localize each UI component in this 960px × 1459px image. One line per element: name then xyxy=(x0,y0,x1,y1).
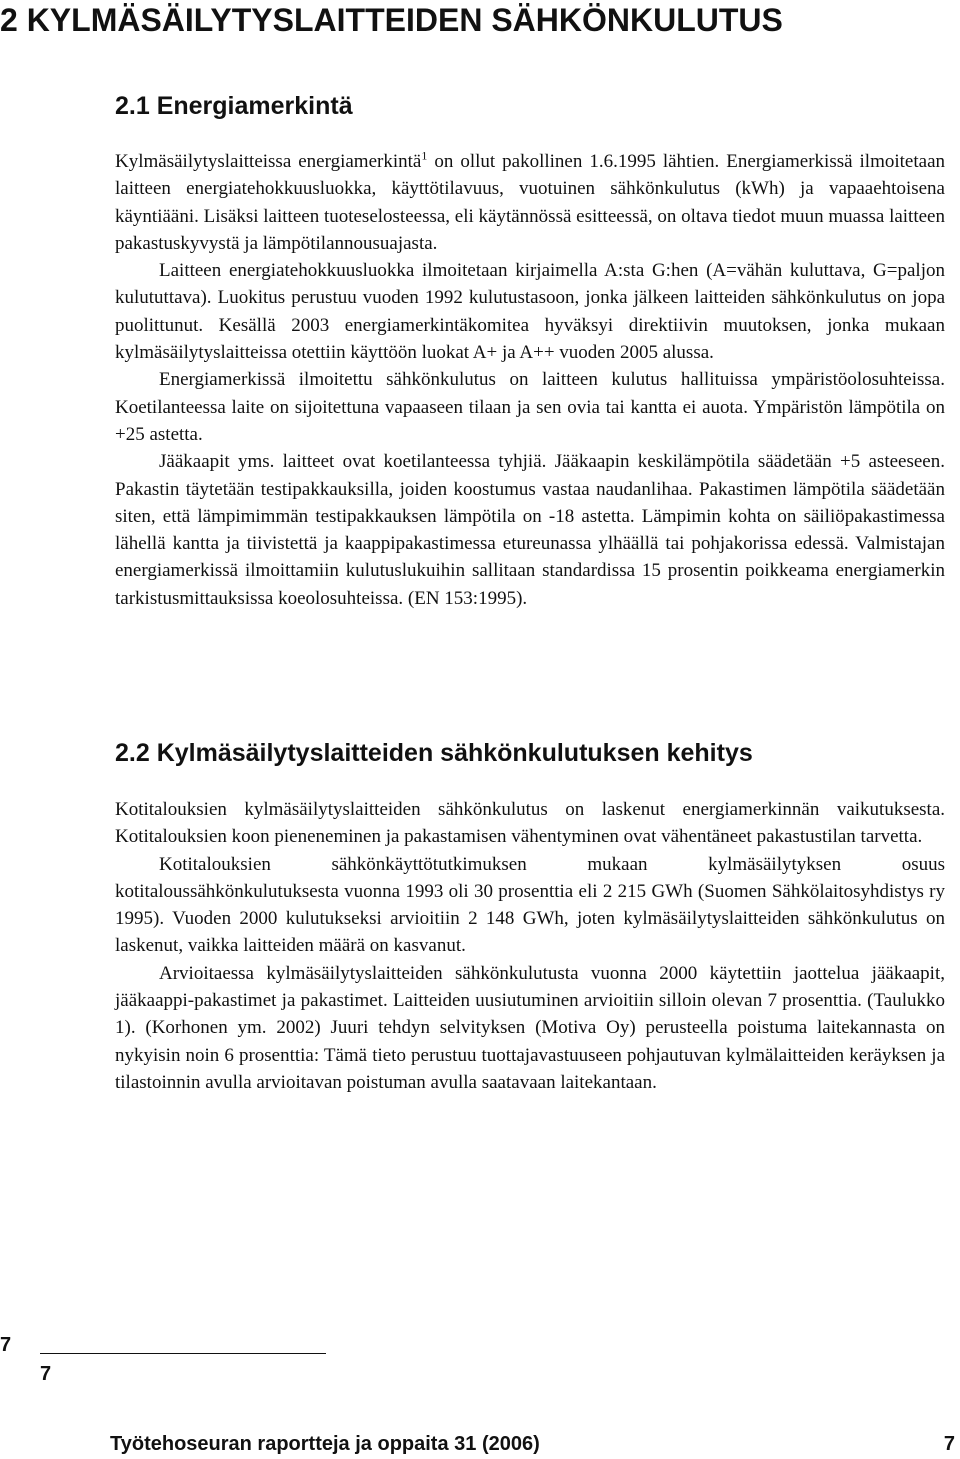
footnote-reference: 1 xyxy=(421,148,428,163)
section-heading-kehitys: 2.2 Kylmäsäilytyslaitteiden sähkönkulutuksen kehitys xyxy=(115,739,753,767)
section-heading-energiamerkinta: 2.1 Energiamerkintä xyxy=(115,92,353,120)
paragraph: Kotitalouksien kylmäsäilytyslaitteiden sähkönkulutus on laskenut energiamerkinnän vaikutuksesta. Kotitalouksien koon pieneneminen ja pakastamisen vähentyminen ovat vähentäneet pakastustilan tarvetta. xyxy=(115,799,945,848)
chapter-heading: 2 KYLMÄSÄILYTYSLAITTEIDEN SÄHKÖNKULUTUS xyxy=(0,2,783,38)
paragraph-text: on ollut pakollinen 1.6.1995 lähtien. Energiamerkissä ilmoitetaan laitteen energiatehokkuusluokka, käyttötilavuus, vuotuinen sähkönkulutus (kWh) ja vapaaehtoisena käyntiääni. Lisäksi laitteen tuoteselosteessa, eli käytännössä esitteessä, on oltava tiedot muun muassa laitteen pakastuskyvystä ja lämpötilannousuajasta. xyxy=(115,151,945,254)
page-number: 7 xyxy=(943,1433,955,1455)
page-footer xyxy=(110,1432,955,1456)
publication-title: Työtehoseuran raportteja ja oppaita 31 (2006) xyxy=(110,1433,540,1455)
footnote-number: 7 xyxy=(40,1363,52,1385)
footnote-separator xyxy=(40,1353,326,1354)
section-body-kehitys xyxy=(115,796,945,1096)
paragraph xyxy=(115,148,945,257)
section-body-energiamerkinta xyxy=(115,148,945,612)
paragraph: Energiamerkissä ilmoitettu sähkönkulutus on laitteen kulutus hallituissa ympäristöolosuhteissa. Koetilanteessa laite on sijoitettuna vapaaseen tilaan ja sen ovia tai kantta ei auota. Ympäristön lämpötila on +25 astetta. xyxy=(115,369,945,445)
footnote-marker: 7 xyxy=(0,1334,12,1356)
paragraph-text: Kylmäsäilytyslaitteissa energiamerkintä xyxy=(115,151,422,172)
paragraph: Arvioitaessa kylmäsäilytyslaitteiden sähkönkulutusta vuonna 2000 käytettiin jaottelua jääkaapit, jääkaappi-pakastimet ja pakastimet. Laitteiden uusiutuminen arvioitiin silloin olevan 7 prosenttia. (Taulukko 1). (Korhonen ym. 2002) Juuri tehdyn selvityksen (Motiva Oy) perusteella poistuma laitekannasta on nykyisin noin 6 prosenttia: Tämä tieto perustuu tuottajavastuuseen pohjautuvan kylmälaitteiden keräyksen ja tilastoinnin avulla arvioitavan poistuman avulla saatavaan laitekantaan. xyxy=(115,962,945,1093)
paragraph: Laitteen energiatehokkuusluokka ilmoitetaan kirjaimella A:sta G:hen (A=vähän kuluttava, G=paljon kulututtava). Luokitus perustuu vuoden 1992 kulutustasoon, jonka jälkeen laitteiden sähkönkulutus on jopa puolittunut. Kesällä 2003 energiamerkintäkomitea hyväksyi direktiivin muutoksen, jonka mukaan kylmäsäilytyslaitteissa otettiin käyttöön luokat A+ ja A++ vuoden 2005 alussa. xyxy=(115,260,945,364)
paragraph: Kotitalouksien sähkönkäyttötutkimuksen mukaan kylmäsäilytyksen osuus kotitaloussähkönkulutuksesta vuonna 1993 oli 30 prosenttia eli 2 215 GWh (Suomen Sähkölaitosyhdistys ry 1995). Vuoden 2000 kulutukseksi arvioitiin 2 148 GWh, joten kylmäsäilytyslaitteiden sähkönkulutus on laskenut, vaikka laitteiden määrä on kasvanut. xyxy=(115,853,945,957)
paragraph: Jääkaapit yms. laitteet ovat koetilanteessa tyhjiä. Jääkaapin keskilämpötila säädetään +5 asteeseen. Pakastin täytetään testipakkauksilla, joiden koostumus vastaa naudanlihaa. Pakastimen lämpötila säädetään siten, että lämpimimmän testipakkauksen lämpötila on -18 astetta. Lämpimin kohta on säiliöpakastimessa lähellä kantta ja tiivistettä ja kaappipakastimessa etureunassa ylhäällä tai pohjakorissa edessä. Valmistajan energiamerkissä ilmoittamiin kulutuslukuihin sallitaan standardissa 15 prosentin poikkeama energiamerkin tarkistusmittauksissa koeolosuhteissa. (EN 153:1995). xyxy=(115,451,945,609)
